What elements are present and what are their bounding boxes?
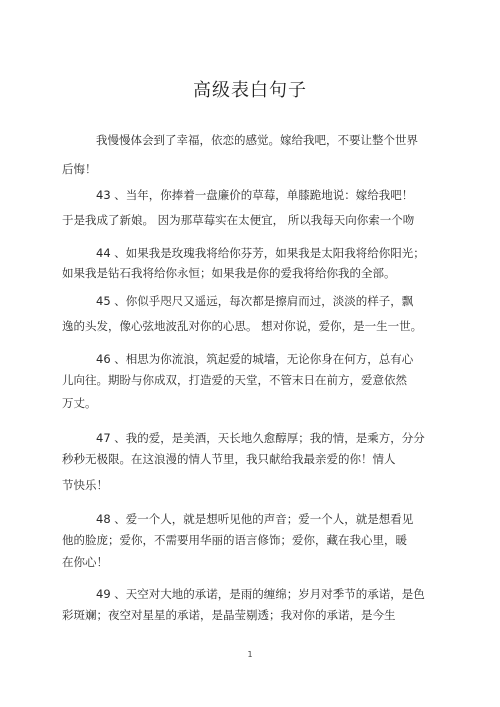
paragraph-line: 我慢慢体会到了幸福，依恋的感觉。嫁给我吧，不要让整个世界 [96,133,418,147]
paragraph-line: 在你心！ [62,555,108,569]
paragraph-line: 46 、相思为你流浪，筑起爱的城墙，无论你身在何方，总有心 [96,352,414,366]
paragraph-line: 49 、天空对大地的承诺，是雨的缠绵；岁月对季节的承诺，是色 [96,587,425,601]
paragraph-line: 他的脸庞；爱你，不需要用华丽的语言修饰；爱你，藏在我心里，暖 [62,533,407,547]
paragraph-line: 节快乐！ [62,478,108,492]
paragraph-line: 儿向往。期盼与你成双，打造爱的天堂，不管末日在前方，爱意依然 [62,373,407,387]
document-title: 高级表白句子 [193,80,307,101]
paragraph-line: 于是我成了新娘。 因为那草莓实在太便宜， 所以我每天向你索一个吻 [62,213,415,227]
paragraph-line: 43 、当年，你捧着一盘廉价的草莓，单膝跪地说：嫁给我吧！ [96,188,414,202]
paragraph-line: 彩斑斓；夜空对星星的承诺，是晶莹剔透；我对你的承诺，是今生 [62,608,396,622]
paragraph-line: 秒秒无极限。在这浪漫的情人节里，我只献给我最亲爱的你！情人 [62,452,396,466]
paragraph-line: 后悔！ [62,162,97,176]
paragraph-line: 44 、如果我是玫瑰我将给你芬芳，如果我是太阳我将给你阳光； [96,246,425,260]
page-number: 1 [247,650,253,659]
paragraph-line: 45 、你似乎咫尺又遥远，每次都是擦肩而过，淡淡的样子，飘 [96,294,414,308]
paragraph-line: 万丈。 [62,396,97,410]
paragraph-line: 如果我是钻石我将给你永恒；如果我是你的爱我将给你我的全部。 [62,266,396,280]
paragraph-line: 47 、我的爱，是美酒，天长地久愈醇厚；我的情，是乘方，分分 [96,431,425,445]
paragraph-line: 逸的头发，像心弦地波乱对你的心思。 想对你说，爱你，是一生一世。 [62,319,423,333]
paragraph-line: 48 、爱一个人，就是想听见他的声音；爱一个人，就是想看见 [96,512,414,526]
